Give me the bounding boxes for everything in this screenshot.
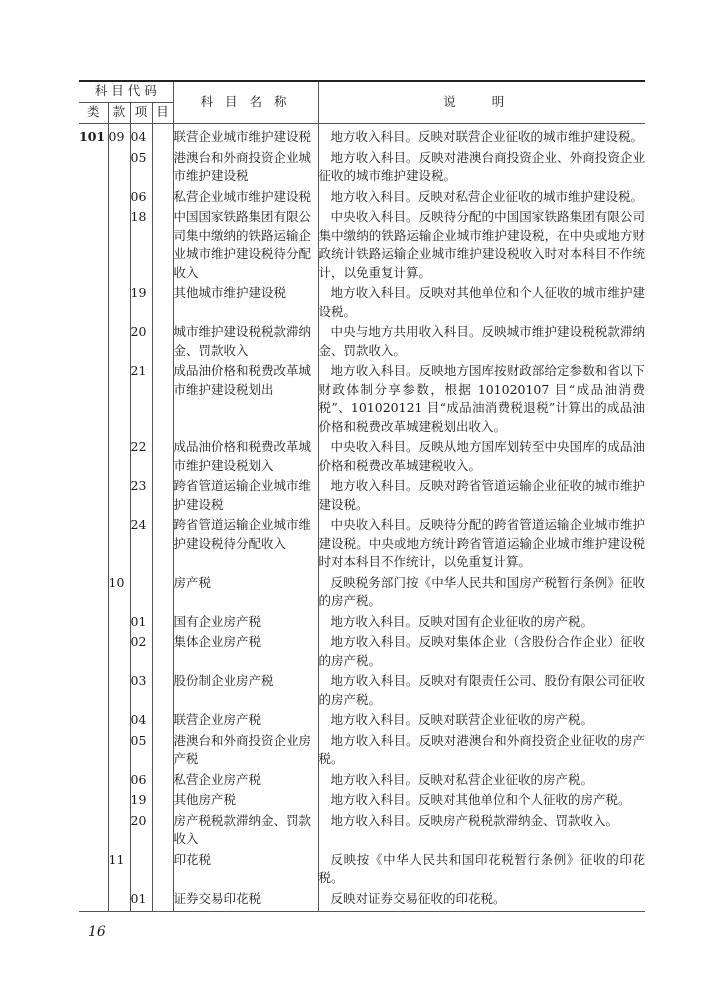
code-kuan (108, 514, 130, 572)
code-mu (152, 789, 173, 810)
code-mu (152, 670, 173, 709)
code-mu (152, 321, 173, 360)
subject-desc: 反映按《中华人民共和国印花税暂行条例》征收的印花税。 (318, 851, 646, 885)
subject-name: 证券交易印花税 (173, 888, 318, 912)
code-lei (79, 206, 108, 282)
code-xiang: 23 (130, 475, 152, 514)
code-kuan: 11 (108, 849, 130, 888)
subject-desc: 地方收入科目。反映对有限责任公司、股份有限公司征收的房产税。 (318, 673, 646, 707)
code-xiang: 20 (130, 321, 152, 360)
code-xiang (130, 849, 152, 888)
table-row (79, 849, 645, 888)
code-xiang: 04 (130, 709, 152, 730)
subject-desc: 地方收入科目。反映对跨省管道运输企业征收的城市维护建设税。 (318, 478, 646, 512)
code-xiang: 04 (130, 124, 152, 147)
code-lei (79, 709, 108, 730)
code-kuan (108, 631, 130, 670)
code-kuan (108, 475, 130, 514)
code-lei (79, 282, 108, 321)
subject-name: 股份制企业房产税 (173, 670, 318, 709)
code-lei (79, 147, 108, 186)
code-kuan (108, 670, 130, 709)
subject-desc: 地方收入科目。反映对其他单位和个人征收的房产税。 (330, 792, 631, 807)
subject-name: 印花税 (173, 849, 318, 888)
subject-desc: 地方收入科目。反映对集体企业（含股份合作企业）征收的房产税。 (318, 634, 646, 668)
table-row (79, 186, 645, 207)
code-kuan: 09 (108, 124, 130, 147)
subject-name: 港澳台和外商投资企业房产税 (173, 730, 318, 769)
code-kuan (108, 282, 130, 321)
code-lei (79, 888, 108, 912)
header-kuan: 款 (108, 103, 130, 124)
code-xiang: 05 (130, 147, 152, 186)
subject-desc: 地方收入科目。反映地方国库按财政部给定参数和省以下财政体制分享参数，根据 101020107 目“成品油消费税”、101020121 目“成品油消费税退税”计算出的成品油价格和税费改革城建税划出收入。 (318, 363, 646, 434)
header-code-group: 科 目 代 码 (79, 81, 173, 103)
table-row (79, 810, 645, 849)
subject-name: 其他房产税 (173, 789, 318, 810)
code-lei (79, 572, 108, 611)
subject-desc: 中央与地方共用收入科目。反映城市维护建设税税款滞纳金、罚款收入。 (318, 324, 646, 358)
subject-desc: 地方收入科目。反映房产税税款滞纳金、罚款收入。 (330, 812, 619, 828)
code-mu (152, 631, 173, 670)
code-mu (152, 769, 173, 790)
code-lei (79, 769, 108, 790)
header-lei: 类 (79, 103, 108, 124)
subject-desc: 地方收入科目。反映对联营企业征收的城市维护建设税。 (330, 129, 644, 144)
code-lei (79, 514, 108, 572)
code-kuan (108, 888, 130, 912)
table-row (79, 709, 645, 730)
code-xiang: 19 (130, 789, 152, 810)
subject-name: 跨省管道运输企业城市维护建设税 (173, 475, 318, 514)
subject-desc: 地方收入科目。反映对私营企业征收的房产税。 (330, 771, 594, 787)
code-lei (79, 436, 108, 475)
subject-name: 成品油价格和税费改革城市维护建设税划出 (173, 360, 318, 436)
code-kuan (108, 206, 130, 282)
subject-name: 联营企业房产税 (173, 709, 318, 730)
subject-desc: 地方收入科目。反映对私营企业征收的城市维护建设税。 (330, 188, 644, 204)
code-lei (79, 730, 108, 769)
code-lei (79, 849, 108, 888)
subject-name: 集体企业房产税 (173, 631, 318, 670)
subject-desc: 地方收入科目。反映对联营企业征收的房产税。 (330, 712, 594, 727)
code-xiang: 06 (130, 186, 152, 207)
table-row (79, 769, 645, 790)
table-row (79, 475, 645, 514)
table-row (79, 670, 645, 709)
code-xiang: 01 (130, 611, 152, 632)
code-xiang: 05 (130, 730, 152, 769)
table-row (79, 147, 645, 186)
header-desc: 说 明 (318, 81, 645, 124)
code-lei (79, 475, 108, 514)
table-row (79, 611, 645, 632)
budget-subject-table (79, 80, 645, 912)
subject-name: 联营企业城市维护建设税 (173, 124, 318, 147)
subject-desc: 反映税务部门按《中华人民共和国房产税暂行条例》征收的房产税。 (318, 574, 646, 608)
code-mu (152, 282, 173, 321)
code-kuan (108, 611, 130, 632)
code-lei (79, 360, 108, 436)
subject-name: 成品油价格和税费改革城市维护建设税划入 (173, 436, 318, 475)
code-kuan (108, 186, 130, 207)
header-xiang: 项 (130, 103, 152, 124)
table-row (79, 206, 645, 282)
code-mu (152, 475, 173, 514)
code-mu (152, 360, 173, 436)
code-lei (79, 810, 108, 849)
header-name: 科 目 名 称 (173, 81, 318, 124)
subject-name: 房产税税款滞纳金、罚款收入 (173, 810, 318, 849)
subject-name: 港澳台和外商投资企业城市维护建设税 (173, 147, 318, 186)
table-row (79, 282, 645, 321)
code-xiang: 22 (130, 436, 152, 475)
code-mu (152, 810, 173, 849)
code-kuan (108, 769, 130, 790)
code-kuan (108, 730, 130, 769)
code-lei: 101 (79, 124, 108, 147)
code-xiang: 03 (130, 670, 152, 709)
subject-name: 其他城市维护建设税 (173, 282, 318, 321)
code-mu (152, 572, 173, 611)
subject-desc: 中央收入科目。反映待分配的跨省管道运输企业城市维护建设税。中央或地方统计跨省管道运输企业城市维护建设税时对本科目不作统计，以免重复计算。 (318, 517, 646, 569)
subject-desc: 地方收入科目。反映对其他单位和个人征收的城市维护建设税。 (318, 285, 646, 319)
table-row (79, 789, 645, 810)
code-xiang: 21 (130, 360, 152, 436)
subject-name: 房产税 (173, 572, 318, 611)
code-lei (79, 670, 108, 709)
subject-desc: 中央收入科目。反映从地方国库划转至中央国库的成品油价格和税费改革城建税收入。 (318, 439, 646, 473)
table-body (79, 124, 645, 912)
code-mu (152, 849, 173, 888)
code-mu (152, 124, 173, 147)
code-kuan (108, 147, 130, 186)
table-row (79, 514, 645, 572)
code-xiang: 02 (130, 631, 152, 670)
code-lei (79, 789, 108, 810)
subject-name: 中国国家铁路集团有限公司集中缴纳的铁路运输企业城市维护建设税待分配收入 (173, 206, 318, 282)
code-kuan: 10 (108, 572, 130, 611)
subject-desc: 中央收入科目。反映待分配的中国国家铁路集团有限公司集中缴纳的铁路运输企业城市维护建设税，在中央或地方财政统计铁路运输企业城市维护建设税收入时对本科目不作统计，以免重复计算。 (318, 209, 646, 280)
code-kuan (108, 709, 130, 730)
subject-name: 私营企业城市维护建设税 (173, 186, 318, 207)
code-kuan (108, 810, 130, 849)
table-row (79, 360, 645, 436)
code-kuan (108, 321, 130, 360)
subject-name: 国有企业房产税 (173, 611, 318, 632)
code-xiang: 18 (130, 206, 152, 282)
code-kuan (108, 360, 130, 436)
subject-desc: 地方收入科目。反映对港澳台和外商投资企业征收的房产税。 (318, 732, 646, 766)
subject-desc: 地方收入科目。反映对港澳台商投资企业、外商投资企业征收的城市维护建设税。 (318, 149, 646, 183)
code-mu (152, 611, 173, 632)
code-xiang (130, 572, 152, 611)
code-mu (152, 730, 173, 769)
code-xiang: 01 (130, 888, 152, 912)
code-mu (152, 709, 173, 730)
code-xiang: 24 (130, 514, 152, 572)
code-mu (152, 514, 173, 572)
code-lei (79, 631, 108, 670)
subject-name: 私营企业房产税 (173, 769, 318, 790)
code-kuan (108, 789, 130, 810)
subject-desc: 地方收入科目。反映对国有企业征收的房产税。 (330, 613, 594, 629)
header-mu: 目 (152, 103, 173, 124)
subject-desc: 反映对证券交易征收的印花税。 (318, 888, 645, 912)
code-xiang: 20 (130, 810, 152, 849)
code-lei (79, 611, 108, 632)
code-mu (152, 147, 173, 186)
code-kuan (108, 436, 130, 475)
table-row (79, 572, 645, 611)
code-mu (152, 206, 173, 282)
code-mu (152, 186, 173, 207)
table-row (79, 730, 645, 769)
code-mu (152, 436, 173, 475)
subject-name: 跨省管道运输企业城市维护建设税待分配收入 (173, 514, 318, 572)
table-row (79, 436, 645, 475)
code-xiang: 06 (130, 769, 152, 790)
code-mu (152, 888, 173, 912)
table-row (79, 631, 645, 670)
subject-name: 城市维护建设税税款滞纳金、罚款收入 (173, 321, 318, 360)
code-lei (79, 186, 108, 207)
code-lei (79, 321, 108, 360)
table-row (79, 124, 645, 147)
table-row (79, 888, 645, 912)
page-number: 16 (88, 924, 106, 940)
code-xiang: 19 (130, 282, 152, 321)
table-row (79, 321, 645, 360)
